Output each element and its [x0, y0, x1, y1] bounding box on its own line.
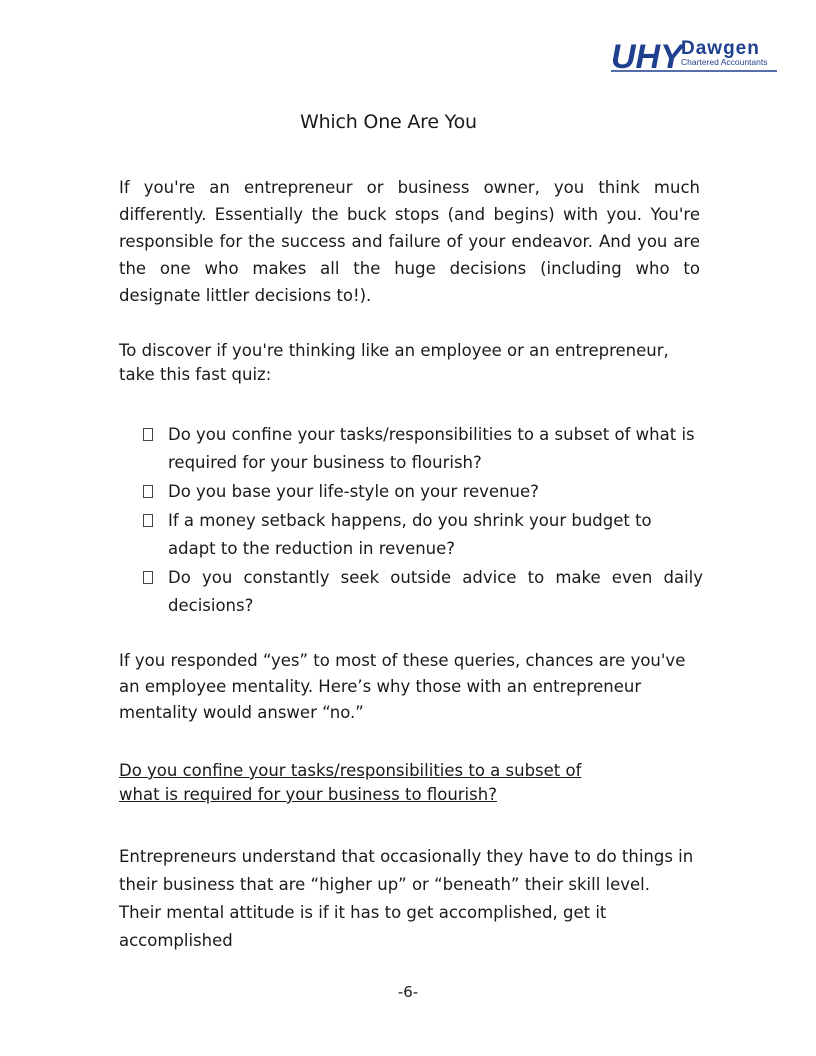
explanation-paragraph: Entrepreneurs understand that occasionally they have to do things in their business that are “higher up” or “beneath” their skill level. Their mental attitude is if it has to get accomplished, get it accomplished [119, 847, 694, 950]
quiz-item-text: Do you confine your tasks/responsibilities to a subset of what is required for your business to flourish? [168, 425, 695, 472]
checkbox-bullet-icon [143, 485, 153, 498]
checkbox-bullet-icon [143, 571, 153, 584]
company-logo [611, 36, 779, 80]
quiz-item-text: Do you base your life-style on your revenue? [168, 482, 539, 501]
logo-mark: UHY [611, 38, 683, 76]
checkbox-bullet-icon [143, 428, 153, 441]
page-number: -6- [397, 983, 419, 1001]
checkbox-bullet-icon [143, 514, 153, 527]
list-item [143, 507, 703, 563]
result-paragraph: If you responded “yes” to most of these queries, chances are you've an employee mentality. Here’s why those with an entrepreneur mentality would answer “no.” [119, 651, 686, 722]
logo-tagline: Chartered Accountants [681, 57, 768, 67]
quiz-list [143, 421, 703, 621]
list-item [143, 564, 703, 620]
logo-name: Dawgen [681, 38, 760, 59]
section-heading: Do you confine your tasks/responsibilities to a subset of what is required for your business to flourish? [119, 761, 582, 804]
quiz-intro-paragraph: To discover if you're thinking like an employee or an entrepreneur, take this fast quiz: [119, 341, 669, 384]
quiz-item-text: If a money setback happens, do you shrink your budget to adapt to the reduction in revenue? [168, 511, 652, 558]
page-title: Which One Are You [300, 111, 477, 133]
list-item [143, 421, 703, 477]
quiz-item-text: Do you constantly seek outside advice to make even daily decisions? [168, 568, 703, 615]
intro-paragraph: If you're an entrepreneur or business owner, you think much differently. Essentially the buck stops (and begins) with you. You're responsible for the success and failure of your endeavor. And you are the one who makes all the huge decisions (including who to designate littler decisions to!). [119, 178, 700, 305]
list-item [143, 478, 703, 506]
